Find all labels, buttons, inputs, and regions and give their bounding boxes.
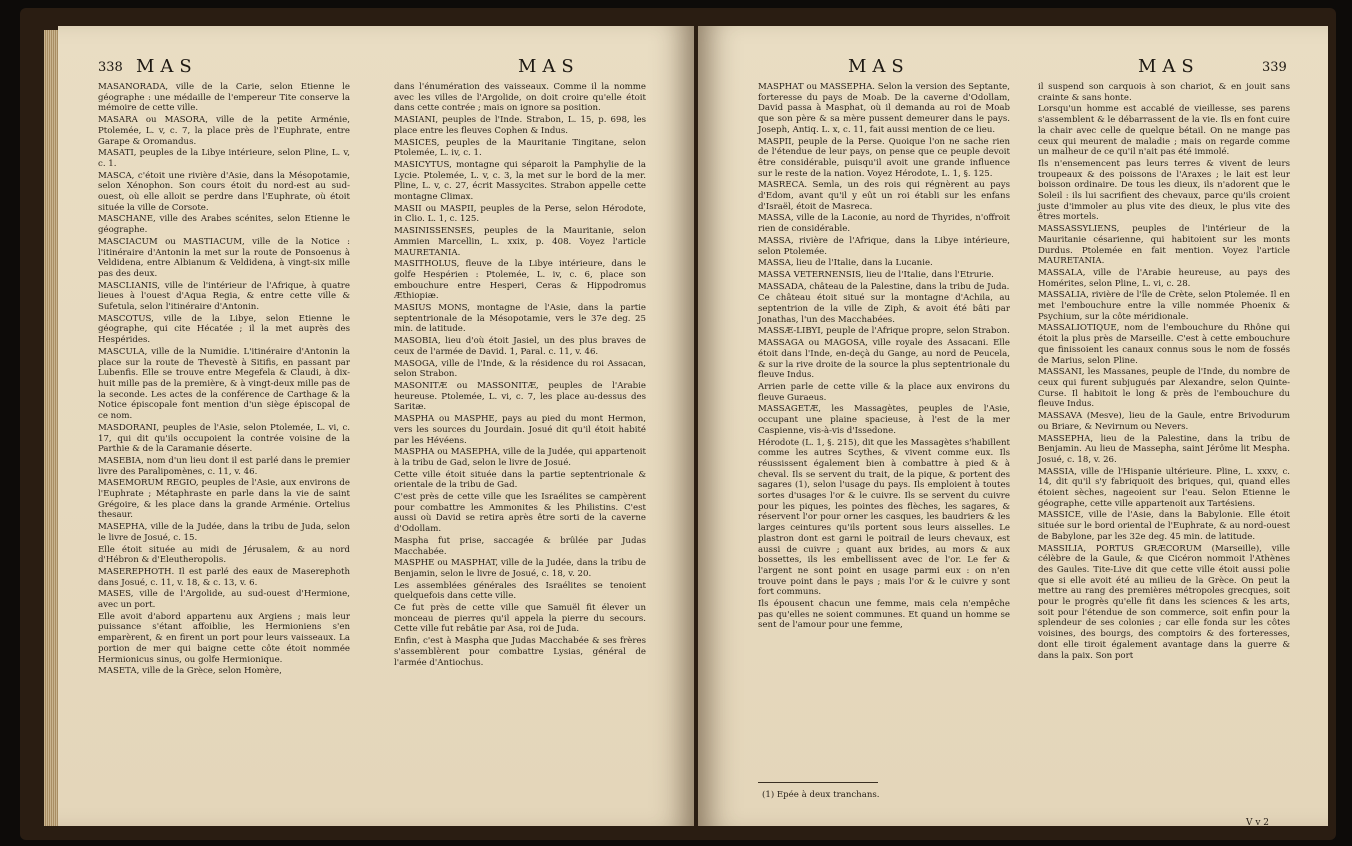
entry-paragraph: MASSAVA (Mesve), lieu de la Gaule, entre Brivodurum ou Briare, & Nevirnum ou Nevers. — [1038, 411, 1290, 432]
entry-paragraph: Ils n'ensemencent pas leurs terres & vivent de leurs troupeaux & des poissons de l'Araxes ; le lait est leur boisson ordinaire. De tous les dieux, ils n'adorent que le Soleil : ils lui sacrifient des chevaux, parce qu'ils croient juste d'immoler au plus vite des dieux, le plus vite des êtres mortels. — [1038, 158, 1290, 223]
entry-paragraph: MASSIA, ville de l'Hispanie ultérieure. Pline, L. xxxv, c. 14, dit qu'il s'y fabriquoit des briques, qui, quand elles étoient sèches, nageoient sur l'eau. Selon Etienne le géographe, cette ville appartenoit aux Tartésiens. — [1038, 466, 1290, 509]
entry-paragraph: MASOGA, ville de l'Inde, & la résidence du roi Assacan, selon Strabon. — [394, 358, 646, 380]
entry-paragraph: Hérodote (L. 1, §. 215), dit que les Massagètes s'habillent comme les autres Scythes, & vivent comme eux. Ils réussissent également bien à combattre à pied & à cheval. Ils se servent du trait, de la pique, & portent des sagares (1), selon l'usage du pays. Ils emploient à toutes sortes d'usages l'or & le cuivre. Ils se servent du cuivre pour les piques, les pointes des flèches, les sagares, & réservent l'or pour orner les casques, les baudriers & les larges ceintures qu'ils portent sous leurs aisselles. Le plastron dont est garni le poitrail de leurs chevaux, est aussi de cuivre ; quant aux brides, au mors & aux bossettes, ils les embellissent avec de l'or. Le fer & l'argent ne sont point en usage parmi eux : on n'en trouve point dans le pays ; mais l'or & le cuivre y sont fort communs. — [758, 437, 1010, 598]
entry-paragraph: Enfin, c'est à Maspha que Judas Macchabée & ses frères s'assemblèrent pour combattre Lysias, général de l'armée d'Antiochus. — [394, 636, 646, 668]
entry-paragraph: MASCIACUM ou MASTIACUM, ville de la Notice : l'itinéraire d'Antonin la met sur la route de Ponsoenus à Veldidena, entre Albianum & Veldidena, à vingt-six mille pas des deux. — [98, 236, 350, 279]
entry-paragraph: Arrien parle de cette ville & la place aux environs du fleuve Guraeus. — [758, 381, 1010, 403]
entry-paragraph: MASIUS MONS, montagne de l'Asie, dans la partie septentrionale de la Mésopotamie, vers le 37e deg. 25 min. de latitude. — [394, 303, 646, 335]
entry-paragraph: Elle avoit d'abord appartenu aux Argiens ; mais leur puissance s'étant affoiblie, les Hermioniens s'en emparèrent, & en firent un port pour leurs vaisseaux. La portion de mer qui baigne cette côte étoit nommée Hermionicus sinus, ou golfe Hermionique. — [98, 611, 350, 665]
entry-paragraph: MASSA, rivière de l'Afrique, dans la Libye intérieure, selon Ptolemée. — [758, 235, 1010, 257]
footnote: (1) Epée à deux tranchans. — [762, 790, 880, 800]
entry-paragraph: MASIANI, peuples de l'Inde. Strabon, L. 15, p. 698, les place entre les fleuves Cophen & Indus. — [394, 115, 646, 136]
entry-paragraph: MASSANI, les Massanes, peuple de l'Inde, du nombre de ceux qui furent subjugués par Alexandre, selon Quinte-Curse. Il habitoit le long & près de l'embouchure du fleuve Indus. — [1038, 367, 1290, 410]
text-column-1 — [758, 82, 1010, 632]
entry-paragraph: MASINISSENSES, peuples de la Mauritanie, selon Ammien Marcellin, L. xxix, p. 408. Voyez l'article MAURETANIA. — [394, 226, 646, 258]
entry-paragraph: MASICES, peuples de la Mauritanie Tingitane, selon Ptolemée, L. iv, c. 1. — [394, 137, 646, 159]
entry-paragraph: MASSAGA ou MAGOSA, ville royale des Assacani. Elle étoit dans l'Inde, en-deçà du Gange, au nord de Peucela, & sur la rive droite de la source la plus septentrionale du fleuve Indus. — [758, 338, 1010, 381]
entry-paragraph: MASDORANI, peuples de l'Asie, selon Ptolemée, L. vi, c. 17, qui dit qu'ils occupoient la contrée voisine de la Parthie & de la Caramanie déserte. — [98, 422, 350, 455]
entry-paragraph: Ils épousent chacun une femme, mais cela n'empêche pas qu'elles ne soient communes. Et quand un homme se sent de l'amour pour une femme, — [758, 599, 1010, 631]
entry-paragraph: MASETA, ville de la Grèce, selon Homère, — [98, 666, 282, 677]
running-head-right: MAS — [1138, 56, 1200, 77]
entry-paragraph: MASSALA, ville de l'Arabie heureuse, au pays des Homérites, selon Pline, L. vi, c. 28. — [1038, 267, 1290, 289]
entry-paragraph: MASCOTUS, ville de la Libye, selon Etienne le géographe, qui cite Hécatée ; il la met auprès des Hespérides. — [98, 313, 350, 346]
entry-paragraph: Les assemblées générales des Israélites se tenoient quelquefois dans cette ville. — [394, 580, 646, 602]
page-number: 339 — [1262, 60, 1287, 75]
entry-paragraph: MASSALIA, rivière de l'île de Crète, selon Ptolemée. Il en met l'embouchure entre la ville nommée Phoenix & Psychium, sur la côte méridionale. — [1038, 290, 1290, 322]
entry-paragraph: Elle étoit située au midi de Jérusalem, & au nord d'Hébron & d'Eleutheropolis. — [98, 544, 350, 566]
entry-paragraph: MASSA, ville de la Laconie, au nord de Thyrides, n'offroit rien de considérable. — [758, 213, 1010, 235]
text-column-2 — [1038, 82, 1290, 662]
book-spread — [20, 8, 1336, 840]
entry-paragraph: MASONITÆ ou MASSONITÆ, peuples de l'Arabie heureuse. Ptolemée, L. vi, c. 7, les place au-dessus des Saritæ. — [394, 380, 646, 413]
entry-paragraph: Maspha fut prise, saccagée & brûlée par Judas Macchabée. — [394, 535, 646, 557]
entry-paragraph: MASEBIA, nom d'un lieu dont il est parlé dans le premier livre des Paralipomènes, c. 11, v. 46. — [98, 455, 350, 477]
entry-paragraph: Lorsqu'un homme est accablé de vieillesse, ses parens s'assemblent & le débarrassent de la vie. Ils en font cuire la chair avec celle de quelque bétail. On ne mange pas ceux qui meurent de maladie ; mais on regarde comme un malheur de ce qu'il n'ait pas été immolé. — [1038, 104, 1290, 158]
entry-paragraph: Ce château étoit situé sur la montagne d'Achila, au septentrion de la ville de Ziph, & avoit été bâti par Jonathas, l'un des Macchabées. — [758, 293, 1010, 325]
entry-paragraph: MASATI, peuples de la Libye intérieure, selon Pline, L. v, c. 1. — [98, 148, 350, 169]
entry-paragraph: MASANORADA, ville de la Carie, selon Etienne le géographe : une médaille de l'empereur Tite conserve la mémoire de cette ville. — [98, 82, 350, 114]
left-page — [58, 26, 694, 826]
entry-paragraph: MASRECA. Semla, un des rois qui régnèrent au pays d'Edom, avant qu'il y eût un roi établi sur les enfans d'Israël, étoit de Masreca. — [758, 180, 1010, 212]
entry-paragraph: Cette ville étoit située dans la partie septentrionale & orientale de la tribu de Gad. — [394, 469, 646, 491]
entry-paragraph: MASSÆ-LIBYI, peuple de l'Afrique propre, selon Strabon. — [758, 326, 1010, 337]
entry-paragraph: MASSEPHA, lieu de la Palestine, dans la tribu de Benjamin. Au lieu de Massepha, saint Jérôme lit Mespha. Josué, c. 18, v. 26. — [1038, 433, 1290, 465]
entry-paragraph: MASEMORUM REGIO, peuples de l'Asie, aux environs de l'Euphrate ; Métaphraste en parle dans la vie de saint Grégoire, & les place dans la grande Arménie. Ortelius thesaur. — [98, 478, 350, 521]
entry-paragraph: dans l'énumération des vaisseaux. Comme il la nomme avec les villes de l'Argolide, on doit croire qu'elle étoit dans cette contrée ; mais on ignore sa position. — [394, 82, 646, 114]
signature-mark: V v 2 — [1246, 818, 1270, 826]
entry-paragraph: C'est près de cette ville que les Israélites se campèrent pour combattre les Ammonites & les Philistins. C'est aussi où David se retira après être sorti de la caverne d'Odollam. — [394, 492, 646, 535]
entry-paragraph: MASITHOLUS, fleuve de la Libye intérieure, dans le golfe Hespérien : Ptolemée, L. iv, c. 6, place son embouchure entre Hesperi, Ceras & Hippodromus Æthiopiæ. — [394, 259, 646, 302]
entry-paragraph: MASPHA ou MASEPHA, ville de la Judée, qui appartenoit à la tribu de Gad, selon le livre de Josué. — [394, 447, 646, 468]
footnote-rule — [758, 782, 878, 783]
entry-paragraph: MASES, ville de l'Argolide, au sud-ouest d'Hermione, avec un port. — [98, 589, 350, 611]
running-head-right: MAS — [518, 56, 580, 77]
text-column-2 — [394, 82, 646, 669]
entry-paragraph: MASARA ou MASORA, ville de la petite Arménie, Ptolemée, L. v, c. 7, la place près de l'Euphrate, entre Garape & Oromandus. — [98, 115, 350, 147]
entry-paragraph: MASOBIA, lieu d'où étoit Jasiel, un des plus braves de ceux de l'armée de David. 1, Paral. c. 11, v. 46. — [394, 336, 646, 357]
running-head-left: MAS — [848, 56, 910, 77]
entry-paragraph: MASSASSYLIENS, peuples de l'intérieur de la Mauritanie césarienne, qui habitoient sur les monts Durdus. Ptolemée en fait mention. Voyez l'article MAURETANIA. — [1038, 224, 1290, 267]
entry-paragraph: MASSALIOTIQUE, nom de l'embouchure du Rhône qui étoit la plus près de Marseille. C'est à cette embouchure que finissoient les canaux connus sous le nom de fossés de Marius, selon Pline. — [1038, 323, 1290, 366]
entry-paragraph: MASPHAT ou MASSEPHA. Selon la version des Septante, forteresse du pays de Moab. De la caverne d'Odollam, David passa à Masphat, où il demanda au roi de Moab que son père & sa mère pussent demeurer dans le pays. Joseph, Antiq. L. x, c. 11, fait aussi mention de ce lieu. — [758, 82, 1010, 135]
entry-paragraph: MASII ou MASPII, peuples de la Perse, selon Hérodote, in Clio. L. 1, c. 125. — [394, 203, 646, 225]
entry-paragraph: MASCHANE, ville des Arabes scénites, selon Etienne le géographe. — [98, 214, 350, 236]
entry-paragraph: MASSADA, château de la Palestine, dans la tribu de Juda. — [758, 281, 1010, 292]
entry-paragraph: MASSA, lieu de l'Italie, dans la Lucanie. — [758, 258, 933, 269]
right-page — [698, 26, 1328, 826]
entry-paragraph: MASSAGETÆ, les Massagètes, peuples de l'Asie, occupant une plaine spacieuse, à l'est de la mer Caspienne, vis-à-vis d'Issedone. — [758, 404, 1010, 436]
text-column-1 — [98, 82, 350, 678]
entry-paragraph: MASSILIA, PORTUS GRÆCORUM (Marseille), ville célèbre de la Gaule, & que Cicéron nommoit l'Athènes des Gaules. Tite-Live dit que cette ville étoit aussi polie que si elle avoit été au milieu de la Grèce. On peut la mettre au rang des premières métropoles grecques, soit pour le progrès qu'elle fit dans les sciences & les arts, soit pour l'étendue de son commerce, soit enfin pour la splendeur de ses colonies ; car elle fonda sur les côtes voisines, des bourgs, des comptoirs & des forteresses, dont elle tiroit également avantage dans la guerre & dans la paix. Son port — [1038, 543, 1290, 661]
entry-paragraph: MASPII, peuple de la Perse. Quoique l'on ne sache rien de l'étendue de leur pays, on pense que ce peuple devoit être considérable, puisqu'il avoit une grande influence sur le reste de la nation. Voyez Hérodote, L. 1, §. 125. — [758, 136, 1010, 179]
entry-paragraph: MASPHA ou MASPHE, pays au pied du mont Hermon, vers les sources du Jourdain. Josué dit qu'il étoit habité par les Hévéens. — [394, 414, 646, 446]
entry-paragraph: MASEPHA, ville de la Judée, dans la tribu de Juda, selon le livre de Josué, c. 15. — [98, 522, 350, 543]
entry-paragraph: Ce fut près de cette ville que Samuël fit élever un monceau de pierres qu'il appela la pierre du secours. Cette ville fut rebâtie par Asa, roi de Juda. — [394, 603, 646, 635]
page-number: 338 — [98, 60, 123, 75]
entry-paragraph: MASCA, c'étoit une rivière d'Asie, dans la Mésopotamie, selon Xénophon. Son cours étoit du nord-est au sud-ouest, où elle alloit se perdre dans l'Euphrate, où étoit située la ville de Corsote. — [98, 170, 350, 213]
entry-paragraph: MASICYTUS, montagne qui séparoit la Pamphylie de la Lycie. Ptolemée, L. v, c. 3, la met sur le bord de la mer. Pline, L. v, c. 27, écrit Massycites. Strabon appelle cette montagne Climax. — [394, 159, 646, 203]
entry-paragraph: MASCLIANIS, ville de l'intérieur de l'Afrique, à quatre lieues à l'ouest d'Aqua Regia, & entre cette ville & Sufetula, selon l'itinéraire d'Antonin. — [98, 280, 350, 313]
entry-paragraph: MASEREPHOTH. Il est parlé des eaux de Maserephoth dans Josué, c. 11, v. 18, & c. 13, v. 6. — [98, 566, 350, 588]
entry-paragraph: MASSA VETERNENSIS, lieu de l'Italie, dans l'Etrurie. — [758, 269, 994, 280]
entry-paragraph: MASSICE, ville de l'Asie, dans la Babylonie. Elle étoit située sur le bord oriental de l'Euphrate, & au nord-ouest de Babylone, par les 32e deg. 45 min. de latitude. — [1038, 510, 1290, 542]
entry-paragraph: MASPHE ou MASPHAT, ville de la Judée, dans la tribu de Benjamin, selon le livre de Josué, c. 18, v. 20. — [394, 558, 646, 579]
running-head-left: MAS — [136, 56, 198, 77]
entry-paragraph: il suspend son carquois à son chariot, & en jouit sans crainte & sans honte. — [1038, 82, 1290, 103]
entry-paragraph: MASCULA, ville de la Numidie. L'itinéraire d'Antonin la place sur la route de Thevestè à Sitifis, en passant par Lubenfis. Elle se trouve entre Megefela & Claudi, à dix-huit mille pas de la première, & à vingt-deux mille pas de la seconde. Les actes de la conférence de Carthage & la Notice épiscopale font mention d'un siège épiscopal de ce nom. — [98, 346, 350, 422]
